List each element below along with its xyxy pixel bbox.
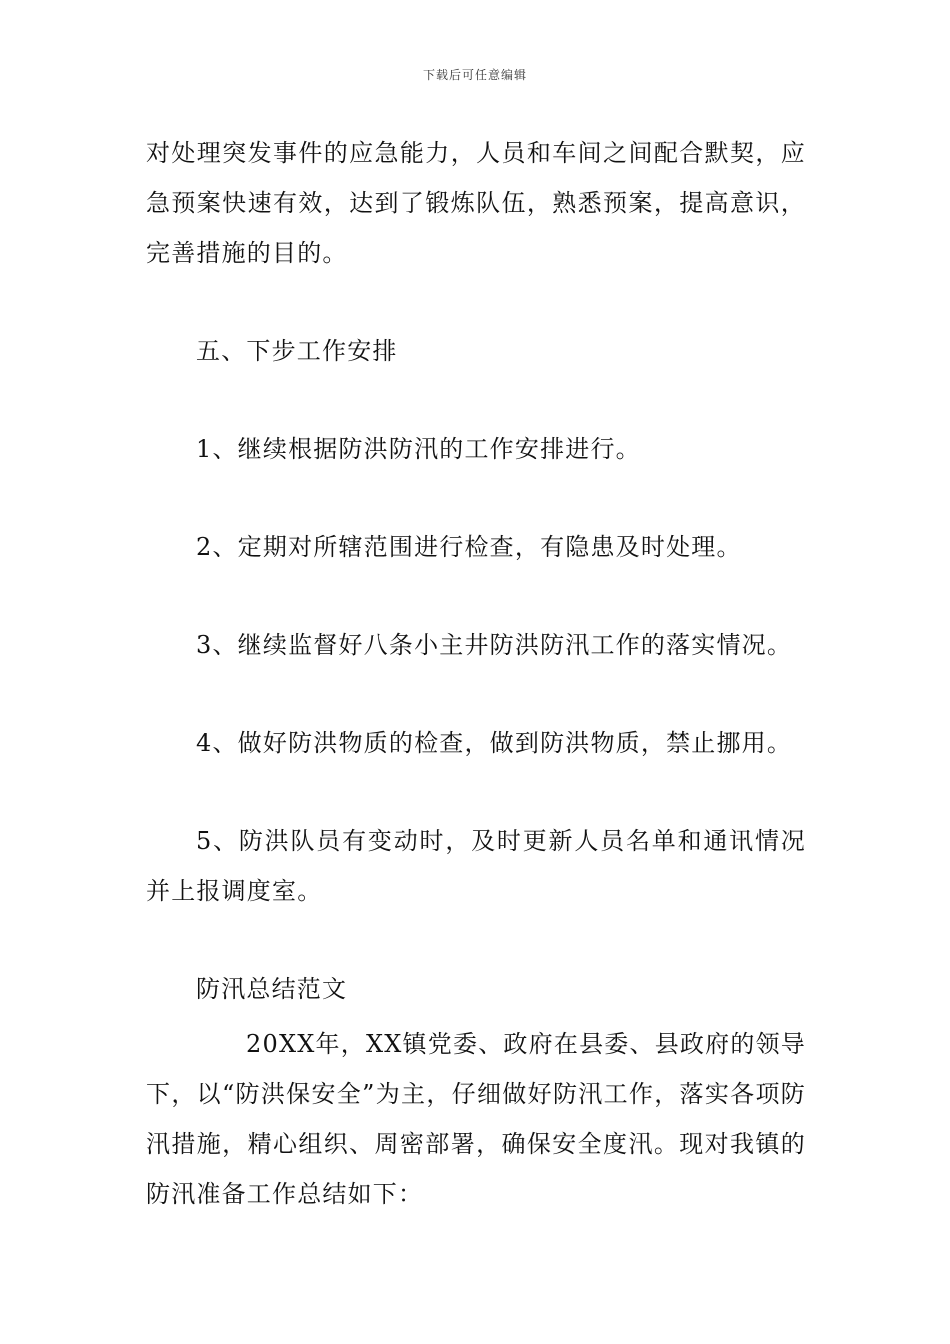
paragraph-summary-intro: 20XX年，XX镇党委、政府在县委、县政府的领导下，以“防洪保安全”为主，仔细做好防汛工作，落实各项防汛措施，精心组织、周密部署，确保安全度汛。现对我镇的防汛准备工作总结如下： xyxy=(146,1030,806,1208)
list-item-4: 4、做好防洪物质的检查，做到防洪物质，禁止挪用。 xyxy=(196,729,793,757)
paragraph-emergency-capability: 对处理突发事件的应急能力，人员和车间之间配合默契，应急预案快速有效，达到了锻炼队伍，熟悉预案，提高意识，完善措施的目的。 xyxy=(146,139,806,267)
list-item-1: 1、继续根据防洪防汛的工作安排进行。 xyxy=(196,435,641,463)
section-title-flood-summary: 防汛总结范文 xyxy=(196,975,348,1003)
list-item-3: 3、继续监督好八条小主井防洪防汛工作的落实情况。 xyxy=(196,631,793,659)
list-item-2: 2、定期对所辖范围进行检查，有隐患及时处理。 xyxy=(196,533,742,561)
section-heading-next-steps: 五、下步工作安排 xyxy=(196,337,398,365)
document-body xyxy=(146,128,806,1219)
list-item-5: 5、防洪队员有变动时，及时更新人员名单和通讯情况并上报调度室。 xyxy=(146,827,806,905)
page-header-note: 下载后可任意编辑 xyxy=(422,68,527,82)
